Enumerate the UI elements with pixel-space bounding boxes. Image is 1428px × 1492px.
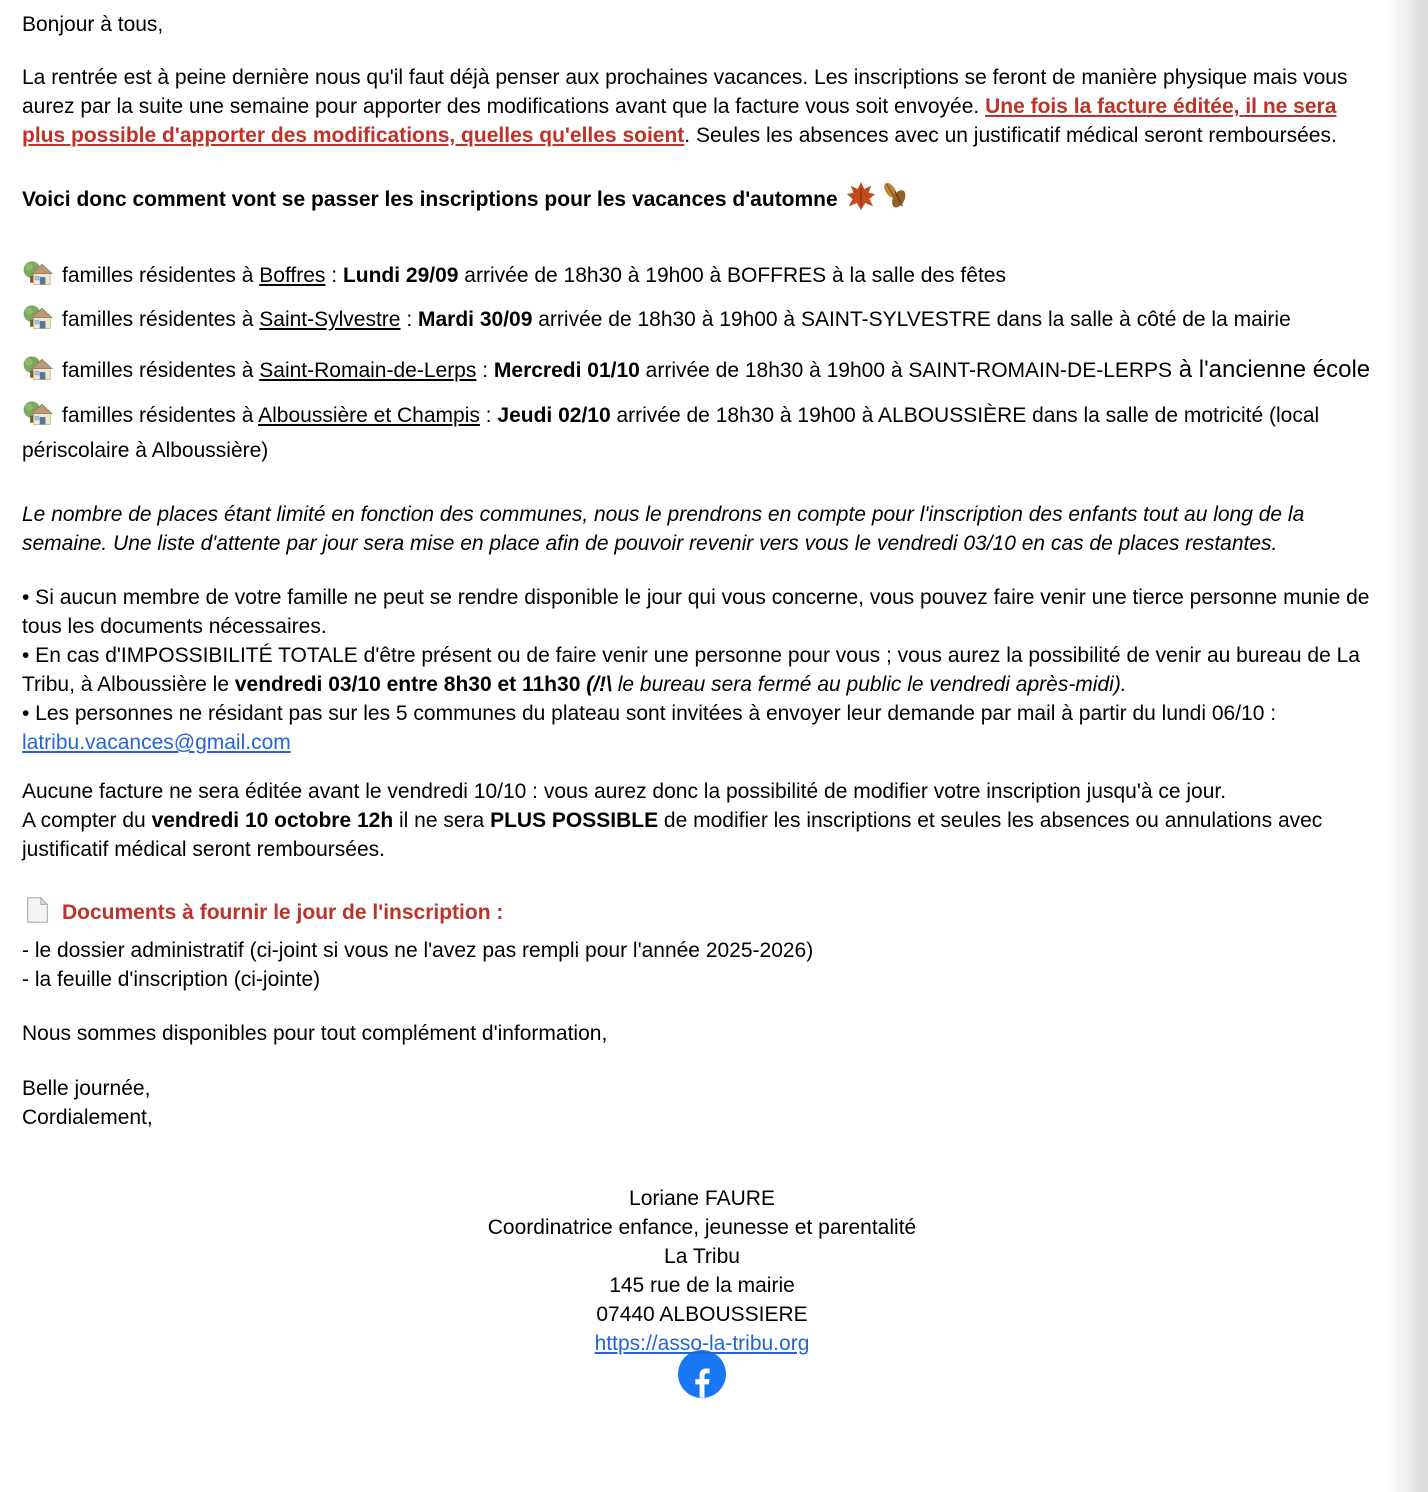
capacity-note: Le nombre de places étant limité en fonction des communes, nous le prendrons en compte pour l'inscription des enfants tout au long de la semaine. Une liste d'attente par jour sera mise en place afin de pouvoir revenir vers vous le vendredi 03/10 en cas de places restantes. <box>22 503 1305 555</box>
invoice-paragraph: Aucune facture ne sera éditée avant le vendredi 10/10 : vous aurez donc la possibilité de modifier votre inscription jusqu'à ce jour. <box>22 780 1227 803</box>
schedule-item: familles résidentes à Boffres : Lundi 29/09 arrivée de 18h30 à 19h00 à BOFFRES à la salle des fêtes <box>22 260 1382 296</box>
signoff-line: Belle journée, <box>22 1077 151 1100</box>
documents-heading: Documents à fournir le jour de l'inscription : <box>22 895 1382 933</box>
schedule-item: familles résidentes à Alboussière et Champis : Jeudi 02/10 arrivée de 18h30 à 19h00 à ALBOUSSIÈRE dans la salle de motricité (local périscolaire à Alboussière) <box>22 400 1382 465</box>
signature-block <box>22 1184 1382 1398</box>
instruction-item: • Les personnes ne résidant pas sur les 5 communes du plateau sont invitées à envoyer leur demande par mail à partir du lundi 06/10 : latribu.vacances@gmail.com <box>22 702 1277 754</box>
signature-street: 145 rue de la mairie <box>609 1274 795 1297</box>
schedule-item: familles résidentes à Saint-Romain-de-Lerps : Mercredi 01/10 arrivée de 18h30 à 19h00 à SAINT-ROMAIN-DE-LERPS à l'ancienne école <box>22 355 1382 391</box>
signature-city: 07440 ALBOUSSIERE <box>596 1303 808 1326</box>
availability-note: Nous sommes disponibles pour tout complément d'information, <box>22 1022 608 1045</box>
signature-role: Coordinatrice enfance, jeunesse et parentalité <box>487 1216 917 1239</box>
house-with-garden-icon <box>22 304 54 340</box>
house-with-garden-icon <box>22 260 54 296</box>
signoff-line: Cordialement, <box>22 1106 153 1129</box>
instruction-item: • Si aucun membre de votre famille ne peut se rendre disponible le jour qui vous concerne, vous pouvez faire venir une tierce personne munie de tous les documents nécessaires. <box>22 586 1370 638</box>
document-icon <box>22 895 52 933</box>
greeting-text: Bonjour à tous, <box>22 13 164 36</box>
invoice-info <box>22 777 1382 864</box>
signature-org: La Tribu <box>664 1245 740 1268</box>
document-item: - le dossier administratif (ci-joint si vous ne l'avez pas rempli pour l'année 2025-2026) <box>22 939 814 962</box>
intro-paragraph: La rentrée est à peine dernière nous qu'il faut déjà penser aux prochaines vacances. Les inscriptions se feront de manière physique mais vous aurez par la suite une semaine pour apporter des modifications avant que la facture vous soit envoyée. Une fois la facture éditée, il ne sera plus possible d'apporter des modifications, quelles qu'elles soient. Seules les absences avec un justificatif médical seront remboursées. <box>22 66 1348 147</box>
instructions-list <box>22 583 1382 757</box>
house-with-garden-icon <box>22 355 54 391</box>
instruction-item: • En cas d'IMPOSSIBILITÉ TOTALE d'être présent ou de faire venir une personne pour vous ; vous aurez la possibilité de venir au bureau de La Tribu, à Alboussière le vendredi 03/10 entre 8h30 et 11h30 (/!\ le bureau sera fermé au public le vendredi après-midi). <box>22 644 1360 696</box>
schedule-item: familles résidentes à Saint-Sylvestre : Mardi 30/09 arrivée de 18h30 à 19h00 à SAINT-SYLVESTRE dans la salle à côté de la mairie <box>22 304 1382 340</box>
email-link[interactable]: latribu.vacances@gmail.com <box>22 731 291 754</box>
maple-leaf-icon <box>846 181 876 219</box>
signoff <box>22 1074 1382 1132</box>
fallen-leaves-icon <box>878 181 912 219</box>
schedule-heading: Voici donc comment vont se passer les inscriptions pour les vacances d'automne <box>22 181 1382 219</box>
signature-name: Loriane FAURE <box>629 1187 775 1210</box>
documents-list <box>22 936 1382 994</box>
invoice-paragraph: A compter du vendredi 10 octobre 12h il ne sera PLUS POSSIBLE de modifier les inscriptions et seules les absences ou annulations avec justificatif médical seront remboursées. <box>22 809 1323 861</box>
house-with-garden-icon <box>22 400 54 436</box>
website-link[interactable]: https://asso-la-tribu.org <box>594 1332 810 1355</box>
document-item: - la feuille d'inscription (ci-jointe) <box>22 968 321 991</box>
